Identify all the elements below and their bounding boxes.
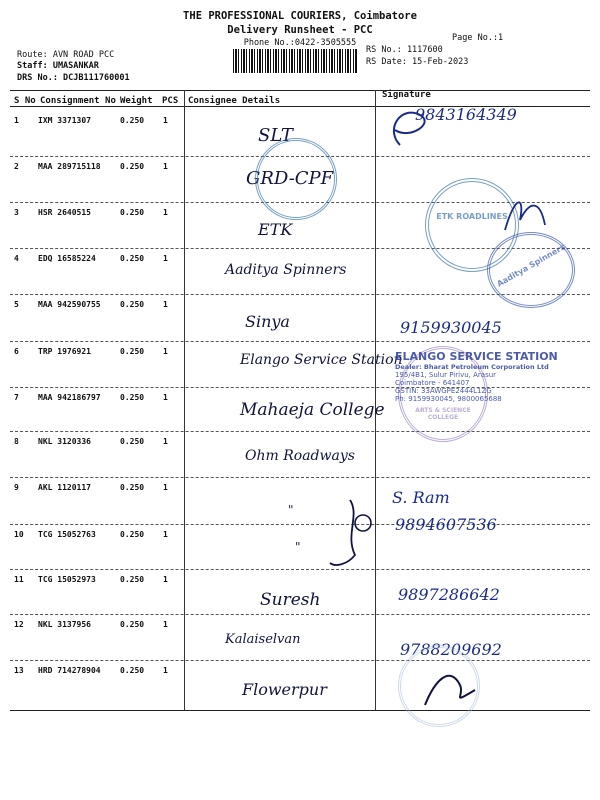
aaditya-stamp	[487, 232, 575, 308]
row-pcs: 1	[163, 666, 168, 675]
row-sno: 4	[14, 254, 19, 263]
row-pcs: 1	[163, 437, 168, 446]
row-signature: 9159930045	[400, 318, 502, 337]
row-weight: 0.250	[120, 254, 145, 263]
row-consignment-no: IXM 3371307	[38, 116, 91, 125]
row-consignment-no: MAA 289715118	[38, 162, 101, 171]
row-pcs: 1	[163, 300, 168, 309]
row-sno: 5	[14, 300, 19, 309]
row-consignee-handwritten: Kalaiselvan	[225, 632, 301, 647]
row-consignment-no: TCG 15052973	[38, 575, 96, 584]
grd-stamp	[255, 138, 337, 220]
row-consignment-no: TRP 1976921	[38, 347, 91, 356]
row-weight: 0.250	[120, 620, 145, 629]
barcode	[233, 49, 358, 73]
row-divider	[10, 341, 590, 342]
row-signature: 9788209692	[400, 640, 502, 659]
col-consignment: Consignment No	[40, 96, 116, 106]
row-weight: 0.250	[120, 347, 145, 356]
row-signature: 9894607536	[395, 515, 497, 534]
row-sno: 9	[14, 483, 19, 492]
row-pcs: 1	[163, 393, 168, 402]
row-consignee-handwritten: Suresh	[260, 590, 321, 610]
row-sno: 13	[14, 666, 24, 675]
row-consignment-no: TCG 15052763	[38, 530, 96, 539]
row-signature: 9897286642	[398, 585, 500, 604]
row-consignee-handwritten: "	[295, 540, 301, 554]
row-signature: 9843164349	[415, 105, 517, 124]
row-pcs: 1	[163, 208, 168, 217]
row-consignment-no: HRD 714278904	[38, 666, 101, 675]
row-weight: 0.250	[120, 483, 145, 492]
table-top-rule	[10, 90, 590, 91]
row-sno: 10	[14, 530, 24, 539]
company-title: THE PROFESSIONAL COURIERS, Coimbatore	[183, 10, 417, 22]
row-consignment-no: NKL 3137956	[38, 620, 91, 629]
page-number: Page No.:1	[452, 33, 504, 43]
elango-stamp-title: ELANGO SERVICE STATION	[395, 350, 558, 363]
col-consignee: Consignee Details	[188, 96, 281, 106]
etk-stamp-text: ETK ROADLINES	[436, 212, 508, 221]
row-pcs: 1	[163, 116, 168, 125]
row-consignee-handwritten: SLT	[258, 125, 293, 146]
row-weight: 0.250	[120, 393, 145, 402]
row-pcs: 1	[163, 620, 168, 629]
row-sno: 7	[14, 393, 19, 402]
row-divider	[10, 569, 590, 570]
row-sno: 2	[14, 162, 19, 171]
row-sno: 8	[14, 437, 19, 446]
rs-number: RS No.: 1117600	[366, 45, 443, 55]
row-consignee-handwritten: Aaditya Spinners	[225, 262, 347, 278]
row-consignment-no: EDQ 16585224	[38, 254, 96, 263]
bracket-scribble	[325, 495, 375, 575]
signature-scribble-13	[420, 660, 480, 710]
row-signature: S. Ram	[392, 488, 450, 507]
college-stamp-text: ARTS & SCIENCE COLLEGE	[415, 407, 471, 421]
row-consignee-handwritten: ETK	[258, 220, 293, 239]
row-weight: 0.250	[120, 437, 145, 446]
row-consignee-handwritten: Mahaeja College	[240, 400, 385, 420]
row-consignment-no: MAA 942186797	[38, 393, 101, 402]
table-bottom-rule	[10, 710, 590, 711]
row-consignee-handwritten: Sinya	[245, 312, 290, 331]
row-pcs: 1	[163, 483, 168, 492]
row-weight: 0.250	[120, 162, 145, 171]
row-sno: 3	[14, 208, 19, 217]
row-weight: 0.250	[120, 575, 145, 584]
row-weight: 0.250	[120, 666, 145, 675]
row-divider	[10, 524, 590, 525]
row-consignee-handwritten: Elango Service Station	[240, 352, 403, 368]
elango-stamp-city: Coimbatore - 641407	[395, 379, 470, 387]
col-weight: Weight	[120, 96, 153, 106]
row-consignment-no: NKL 3120336	[38, 437, 91, 446]
elango-stamp-gstin: GSTIN: 33AWGPE2444L1ZG	[395, 387, 492, 395]
rs-date: RS Date: 15-Feb-2023	[366, 57, 469, 67]
row-consignment-no: AKL 1120117	[38, 483, 91, 492]
runsheet-subtitle: Delivery Runsheet - PCC	[227, 24, 373, 36]
row-sno: 11	[14, 575, 24, 584]
row-divider	[10, 660, 590, 661]
row-weight: 0.250	[120, 300, 145, 309]
drs-number: DRS No.: DCJB111760001	[17, 73, 130, 83]
row-divider	[10, 431, 590, 432]
elango-stamp-address: 195/4B1, Sulur Pirivu, Arasur	[395, 371, 497, 379]
row-divider	[10, 614, 590, 615]
elango-stamp-phone: Ph: 9159930045, 9800065688	[395, 395, 502, 403]
row-consignee-handwritten: GRD-CPF	[246, 168, 334, 189]
phone-number: Phone No.:0422-3505555	[243, 38, 357, 48]
column-divider	[184, 90, 185, 710]
staff-label: Staff: UMASANKAR	[17, 61, 99, 71]
row-consignee-handwritten: Ohm Roadways	[245, 448, 355, 464]
signature-scribble-1	[380, 95, 460, 155]
row-pcs: 1	[163, 530, 168, 539]
row-consignment-no: HSR 2640515	[38, 208, 91, 217]
col-signature: Signature	[382, 90, 431, 100]
row-pcs: 1	[163, 162, 168, 171]
row-consignee-handwritten: Flowerpur	[242, 680, 327, 699]
col-sno: S No	[14, 96, 36, 106]
row-sno: 6	[14, 347, 19, 356]
row-consignment-no: MAA 942590755	[38, 300, 101, 309]
row-pcs: 1	[163, 575, 168, 584]
row-pcs: 1	[163, 347, 168, 356]
aaditya-stamp-text: Aaditya Spinners	[495, 242, 567, 289]
row-consignee-handwritten: "	[288, 503, 294, 517]
row-weight: 0.250	[120, 530, 145, 539]
row-divider	[10, 477, 590, 478]
row-weight: 0.250	[120, 208, 145, 217]
row-sno: 12	[14, 620, 24, 629]
elango-stamp-dealer: Dealer: Bharat Petroleum Corporation Ltd	[395, 363, 549, 371]
row-pcs: 1	[163, 254, 168, 263]
college-stamp	[398, 346, 488, 442]
row-sno: 1	[14, 116, 19, 125]
row-weight: 0.250	[120, 116, 145, 125]
signature-scribble-3	[500, 190, 560, 240]
col-pcs: PCS	[162, 96, 179, 106]
route-label: Route: AVN ROAD PCC	[17, 50, 115, 60]
